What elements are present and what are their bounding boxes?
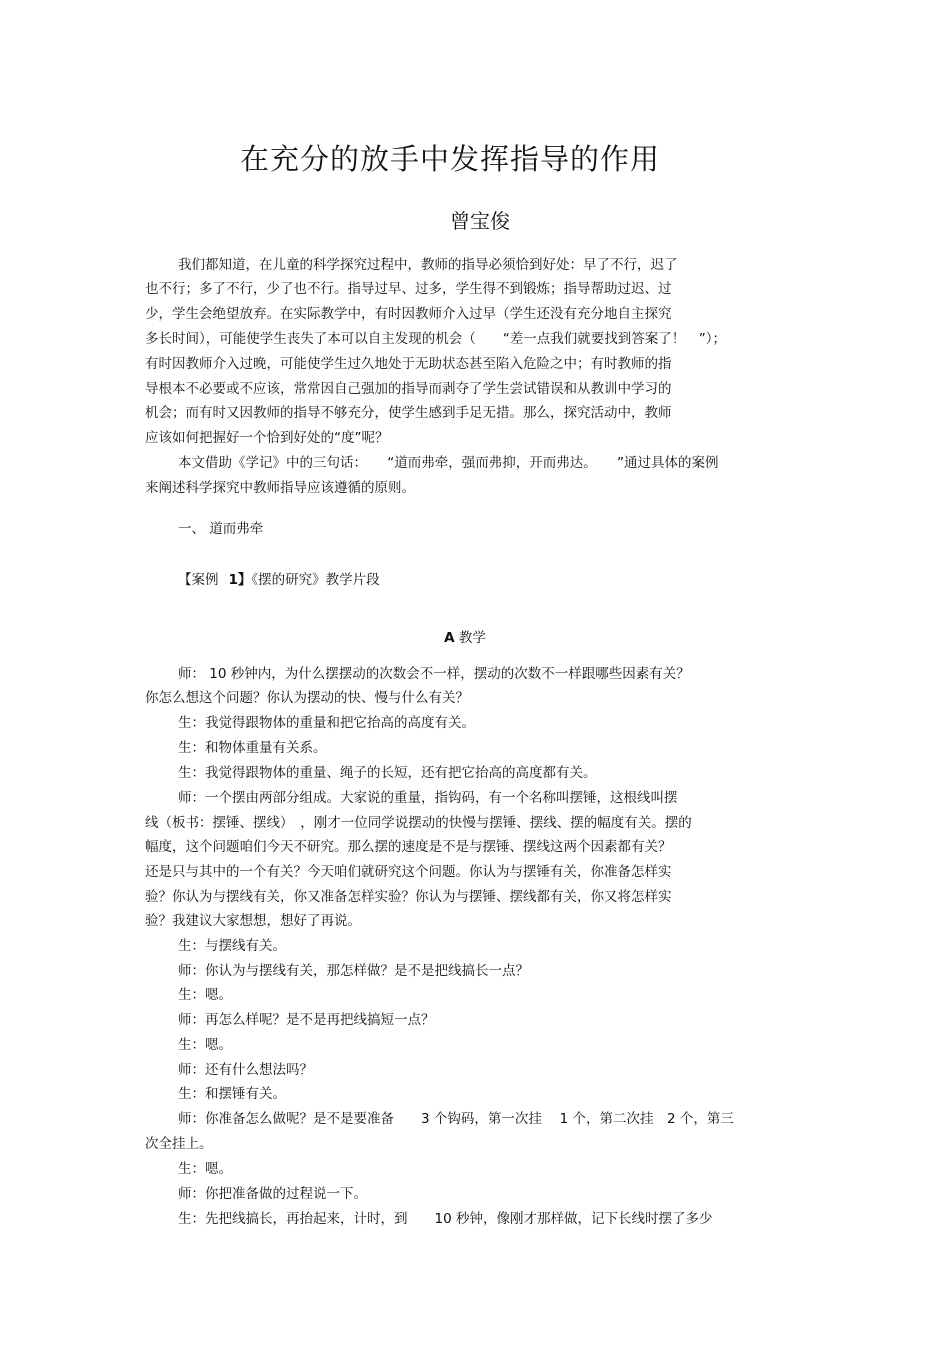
dialogue-line: 师：再怎么样呢？是不是再把线搞短一点？	[178, 1012, 435, 1028]
intro-line: 有时因教师介入过晚，可能使学生过久地处于无助状态甚至陷入危险之中；有时教师的指	[145, 356, 672, 372]
author-name: 曾宝俊	[450, 209, 510, 233]
case-label	[178, 571, 380, 589]
subheading-text: 教学	[454, 630, 486, 646]
dialogue-line: 生：嗯。	[178, 987, 232, 1003]
dialogue-line: 生：先把线搞长，再抬起来，计时，到 10 秒钟，像刚才那样做，记下长线时摆了多少	[178, 1211, 713, 1227]
dialogue-line: 生：嗯。	[178, 1161, 232, 1177]
dialogue-line: 师：你把准备做的过程说一下。	[178, 1186, 367, 1202]
dialogue-line: 还是只与其中的一个有关？今天咱们就研究这个问题。你认为与摆锤有关，你准备怎样实	[145, 864, 672, 880]
dialogue-line: 师： 10 秒钟内，为什么摆摆动的次数会不一样，摆动的次数不一样跟哪些因素有关？	[178, 666, 690, 682]
intro-line: 导根本不必要或不应该，常常因自己强加的指导而剥夺了学生尝试错误和从教训中学习的	[145, 381, 672, 397]
dialogue-line: 次全挂上。	[145, 1136, 213, 1152]
dialogue-line: 生：嗯。	[178, 1037, 232, 1053]
intro-line: 来阐述科学探究中教师指导应该遵循的原则。	[145, 480, 415, 496]
section-heading: 一、 道而弗牵	[178, 521, 264, 537]
intro-line: 多长时间），可能使学生丧失了本可以自主发现的机会（ “差一点我们就要找到答案了！ ”）；	[145, 331, 726, 347]
intro-line: 应该如何把握好一个恰到好处的“度”呢？	[145, 430, 389, 446]
dialogue-line: 师：你认为与摆线有关，那怎样做？是不是把线搞长一点？	[178, 963, 529, 979]
intro-line: 也不行；多了不行，少了也不行。指导过早、过多，学生得不到锻炼；指导帮助过迟、过	[145, 281, 672, 297]
dialogue-line: 生：与摆线有关。	[178, 938, 286, 954]
dialogue-line: 验？我建议大家想想，想好了再说。	[145, 913, 361, 929]
case-title: 《摆的研究》教学片段	[251, 572, 380, 588]
dialogue-line: 你怎么想这个问题？你认为摆动的快、慢与什么有关？	[145, 690, 469, 706]
intro-line: 机会；而有时又因教师的指导不够充分，使学生感到手足无措。那么，探究活动中，教师	[145, 405, 672, 421]
dialogue-line: 师：还有什么想法吗？	[178, 1062, 313, 1078]
intro-line: 本文借助《学记》中的三句话： “道而弗牵，强而弗抑，开而弗达。 ”通过具体的案例	[178, 455, 719, 471]
intro-line: 少，学生会绝望放弃。在实际教学中，有时因教师介入过早（学生还没有充分地自主探究	[145, 306, 672, 322]
case-number: 1】	[228, 572, 252, 588]
dialogue-line: 师：一个摆由两部分组成。大家说的重量，指钩码，有一个名称叫摆锤，这根线叫摆	[178, 790, 678, 806]
case-prefix: 【案例	[178, 572, 219, 588]
dialogue-line: 幅度，这个问题咱们今天不研究。那么摆的速度是不是与摆锤、摆线这两个因素都有关？	[145, 839, 672, 855]
subheading-letter: A	[444, 630, 455, 646]
subheading	[0, 626, 930, 646]
dialogue-line: 生：我觉得跟物体的重量、绳子的长短，还有把它抬高的高度都有关。	[178, 765, 597, 781]
dialogue-line: 生：我觉得跟物体的重量和把它抬高的高度有关。	[178, 715, 475, 731]
intro-line: 我们都知道，在儿童的科学探究过程中，教师的指导必须恰到好处：早了不行，迟了	[178, 257, 678, 273]
dialogue-line: 线（板书：摆锤、摆线） ，刚才一位同学说摆动的快慢与摆锤、摆线、摆的幅度有关。摆的	[145, 815, 692, 831]
dialogue-line: 生：和摆锤有关。	[178, 1086, 286, 1102]
document-title: 在充分的放手中发挥指导的作用	[239, 142, 660, 176]
dialogue-line: 师：你准备怎么做呢？是不是要准备 3 个钩码，第一次挂 1 个，第二次挂 2 个，第三	[178, 1111, 734, 1127]
dialogue-line: 生：和物体重量有关系。	[178, 740, 327, 756]
dialogue-line: 验？你认为与摆线有关，你又准备怎样实验？你认为与摆锤、摆线都有关，你又将怎样实	[145, 889, 672, 905]
